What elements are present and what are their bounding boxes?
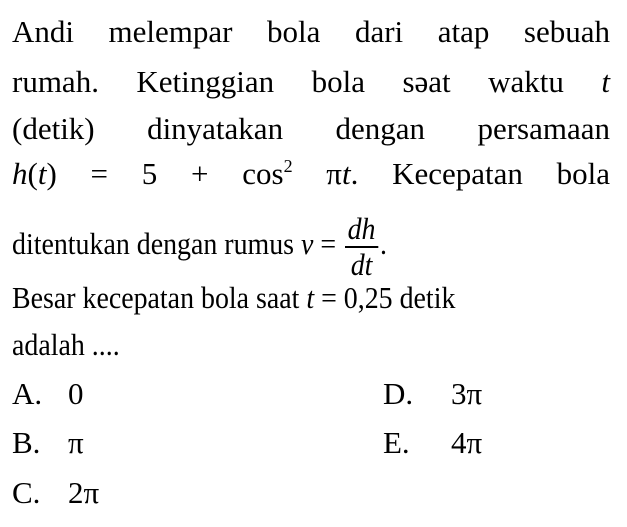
height-equation: $h(t) = 5 + \cos^2 \pi t$ xyxy=(12,156,351,191)
question-line-7 xyxy=(12,327,132,363)
option-e-letter: E. xyxy=(383,425,410,460)
variable-t: t xyxy=(601,64,610,99)
exponent: 2 xyxy=(283,156,293,176)
option-c[interactable] xyxy=(12,475,99,511)
option-a-value: 0 xyxy=(68,376,84,411)
question-text-3: (detik) dinyatakan dengan persamaan xyxy=(12,111,610,146)
question-line-6 xyxy=(12,280,505,316)
option-e[interactable] xyxy=(383,425,482,461)
option-b-value: π xyxy=(68,425,84,460)
variable-t-value: t xyxy=(306,280,315,315)
option-d-letter: D. xyxy=(383,376,414,411)
option-a[interactable] xyxy=(12,376,84,412)
question-text-2c: at waktu xyxy=(428,64,602,99)
question-line-3 xyxy=(12,111,610,147)
question-text-5: ditentukan dengan rumus v = $\frac{dh}{dt}$ . xyxy=(12,210,387,282)
equation-line xyxy=(12,156,610,192)
option-e-value: 4π xyxy=(451,425,483,460)
variable-v: v xyxy=(301,226,314,261)
derivative-fraction xyxy=(345,212,378,282)
question-text-2a: rumah. Ketinggian bola s xyxy=(12,64,415,99)
option-b-letter: B. xyxy=(12,425,41,460)
option-a-letter: A. xyxy=(12,376,43,411)
question-text-6b: = 0,25 detik xyxy=(314,280,456,315)
option-d-value: 3π xyxy=(451,376,483,411)
option-d[interactable] xyxy=(383,376,482,412)
fraction-denominator: dt xyxy=(350,246,373,282)
question-text-4: . Kecepatan bola xyxy=(350,156,611,191)
question-line-1 xyxy=(12,14,610,50)
option-c-letter: C. xyxy=(12,475,41,510)
question-text-1: Andi melempar bola dari atap sebuah xyxy=(12,14,610,49)
question-line-2 xyxy=(12,64,610,100)
question-text-7: adalah .... xyxy=(12,327,120,362)
question-text-6a: Besar kecepatan bola saat xyxy=(12,280,307,315)
option-c-value: 2π xyxy=(68,475,100,510)
velocity-formula-line xyxy=(12,208,429,280)
option-b[interactable] xyxy=(12,425,84,461)
fraction-numerator: dh xyxy=(345,212,378,248)
question-text-2b: ə xyxy=(414,64,429,99)
